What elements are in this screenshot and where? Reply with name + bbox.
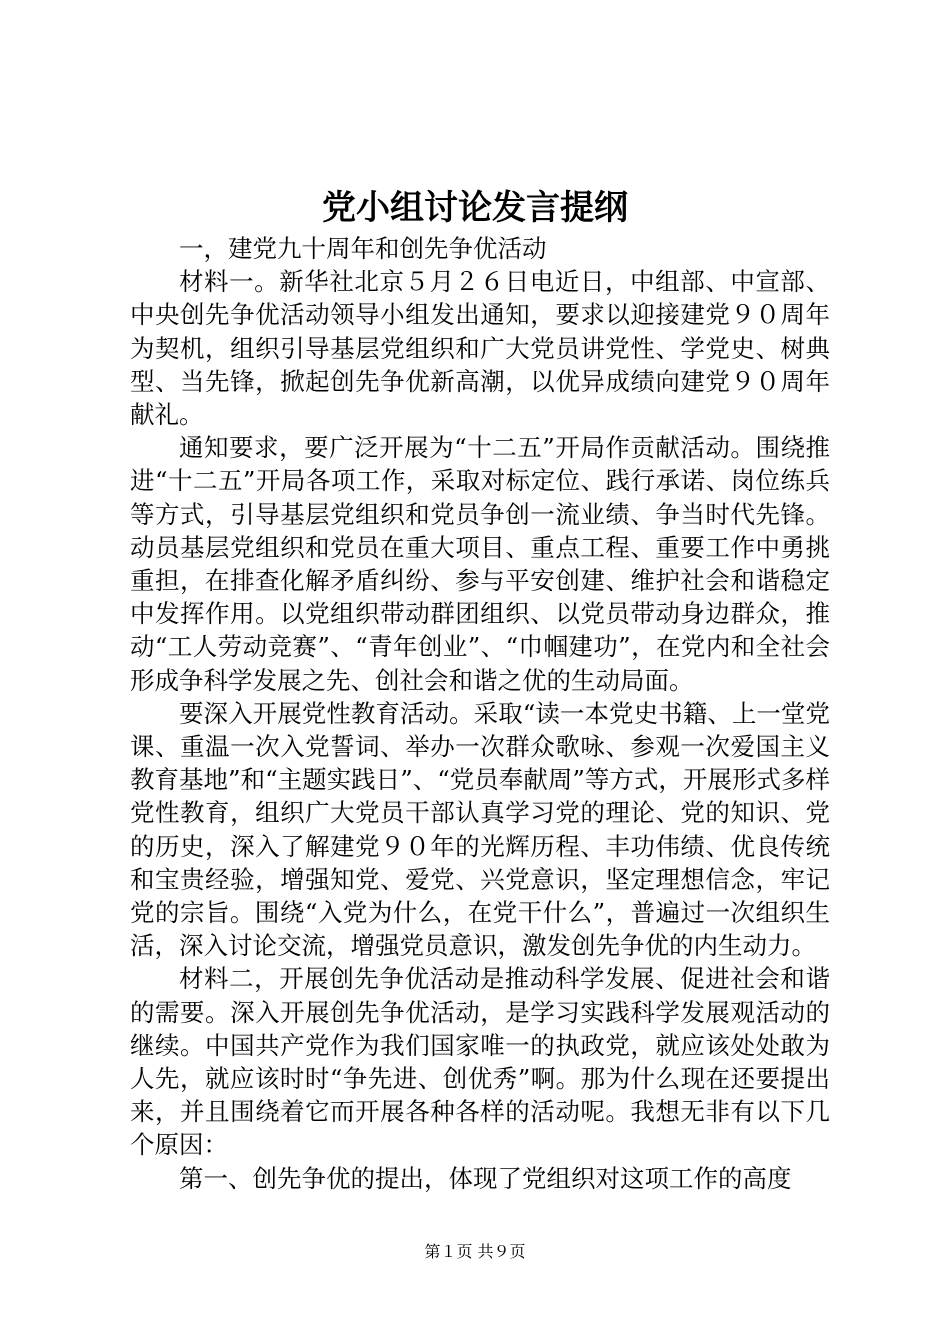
paragraph: 要深入开展党性教育活动。采取“读一本党史书籍、上一堂党课、重温一次入党誓词、举办一次群众歌咏、参观一次爱国主义教育基地”和“主题实践日”、“党员奉献周”等方式，开展形式多样党性教育，组织广大党员干部认真学习党的理论、党的知识、党的历史，深入了解建党９０年的光辉历程、丰功伟绩、优良传统和宝贵经验，增强知党、爱党、兴党意识，坚定理想信念，牢记党的宗旨。围绕“入党为什么，在党干什么”，普遍过一次组织生活，深入讨论交流，增强党员意识，激发创先争优的内生动力。 xyxy=(130,698,830,961)
page-number-footer: 第１页 共９页 xyxy=(424,1242,526,1261)
document-title: 党小组讨论发言提纲 xyxy=(322,188,628,228)
paragraph: 材料一。新华社北京５月２６日电近日，中组部、中宣部、中央创先争优活动领导小组发出通知，要求以迎接建党９０周年为契机，组织引导基层党组织和广大党员讲党性、学党史、树典型、当先锋，掀起创先争优新高潮，以优异成绩向建党９０周年献礼。 xyxy=(130,267,830,430)
paragraph: 通知要求，要广泛开展为“十二五”开局作贡献活动。围绕推进“十二五”开局各项工作，采取对标定位、践行承诺、岗位练兵等方式，引导基层党组织和党员争创一流业绩、争当时代先锋。动员基层党组织和党员在重大项目、重点工程、重要工作中勇挑重担，在排查化解矛盾纠纷、参与平安创建、维护社会和谐稳定中发挥作用。以党组织带动群团组织、以党员带动身边群众，推动“工人劳动竞赛”、“青年创业”、“巾帼建功”，在党内和全社会形成争科学发展之先、创社会和谐之优的生动局面。 xyxy=(130,433,830,695)
paragraph-heading: 一，建党九十周年和创先争优活动 xyxy=(179,234,547,263)
paragraph: 第一、创先争优的提出，体现了党组织对这项工作的高度 xyxy=(179,1163,792,1193)
document-body xyxy=(130,232,830,1195)
paragraph: 材料二，开展创先争优活动是推动科学发展、促进社会和谐的需要。深入开展创先争优活动，是学习实践科学发展观活动的继续。中国共产党作为我们国家唯一的执政党，就应该处处敢为人先，就应该时时“争先进、创优秀”啊。那为什么现在还要提出来，并且围绕着它而开展各种各样的活动呢。我想无非有以下几个原因： xyxy=(130,964,830,1160)
